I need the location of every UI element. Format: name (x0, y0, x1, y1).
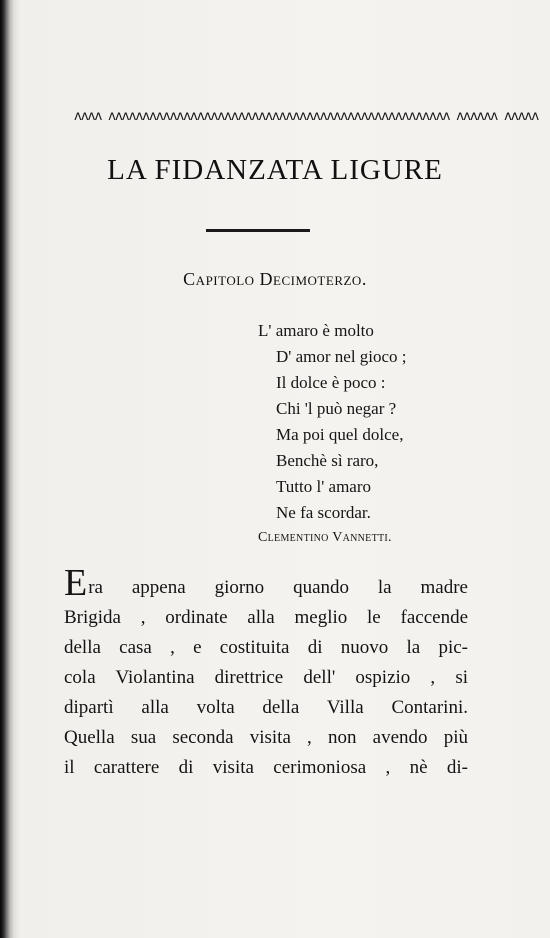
verse-line: Benchè sì raro, (276, 451, 379, 470)
verse-line: Il dolce è poco : (276, 373, 386, 392)
body-line: Quella sua seconda visita , non avendo più (64, 727, 468, 748)
epigraph-attribution: Clementino Vannetti. (258, 530, 392, 545)
header-ornament: ʌʌʌʌ ʌʌʌʌʌʌʌʌʌʌʌʌʌʌʌʌʌʌʌʌʌʌʌʌʌʌʌʌʌʌʌʌʌʌʌʌʌʌʌʌʌʌʌʌʌʌʌʌʌʌ ʌʌʌʌʌʌ ʌʌʌʌʌ (74, 109, 539, 124)
verse-line: Tutto l' amaro (276, 477, 371, 496)
title-rule (206, 229, 310, 232)
verse-line: Ne fa scordar. (276, 503, 371, 522)
body-line: della casa , e costituita di nuovo la pic- (64, 637, 468, 658)
body-paragraph (64, 562, 468, 783)
drop-cap: E (64, 562, 88, 604)
verse-line: D' amor nel gioco ; (276, 347, 407, 366)
verse-line: L' amaro è molto (258, 321, 374, 340)
body-line: il carattere di visita cerimoniosa , nè di- (64, 757, 468, 778)
epigraph-verse (258, 318, 407, 526)
verse-line: Ma poi quel dolce, (276, 425, 404, 444)
body-line-text: ra appena giorno quando la madre (88, 577, 468, 598)
verse-line: Chi 'l può negar ? (276, 399, 397, 418)
body-line (64, 562, 468, 604)
body-line: cola Violantina direttrice dell' ospizio , si (64, 667, 468, 688)
binding-shadow (0, 0, 14, 938)
chapter-heading: Capitolo Decimoterzo. (183, 269, 367, 289)
book-title: LA FIDANZATA LIGURE (107, 154, 443, 186)
body-line: dipartì alla volta della Villa Contarini. (64, 697, 468, 718)
body-line: Brigida , ordinate alla meglio le faccende (64, 607, 468, 628)
